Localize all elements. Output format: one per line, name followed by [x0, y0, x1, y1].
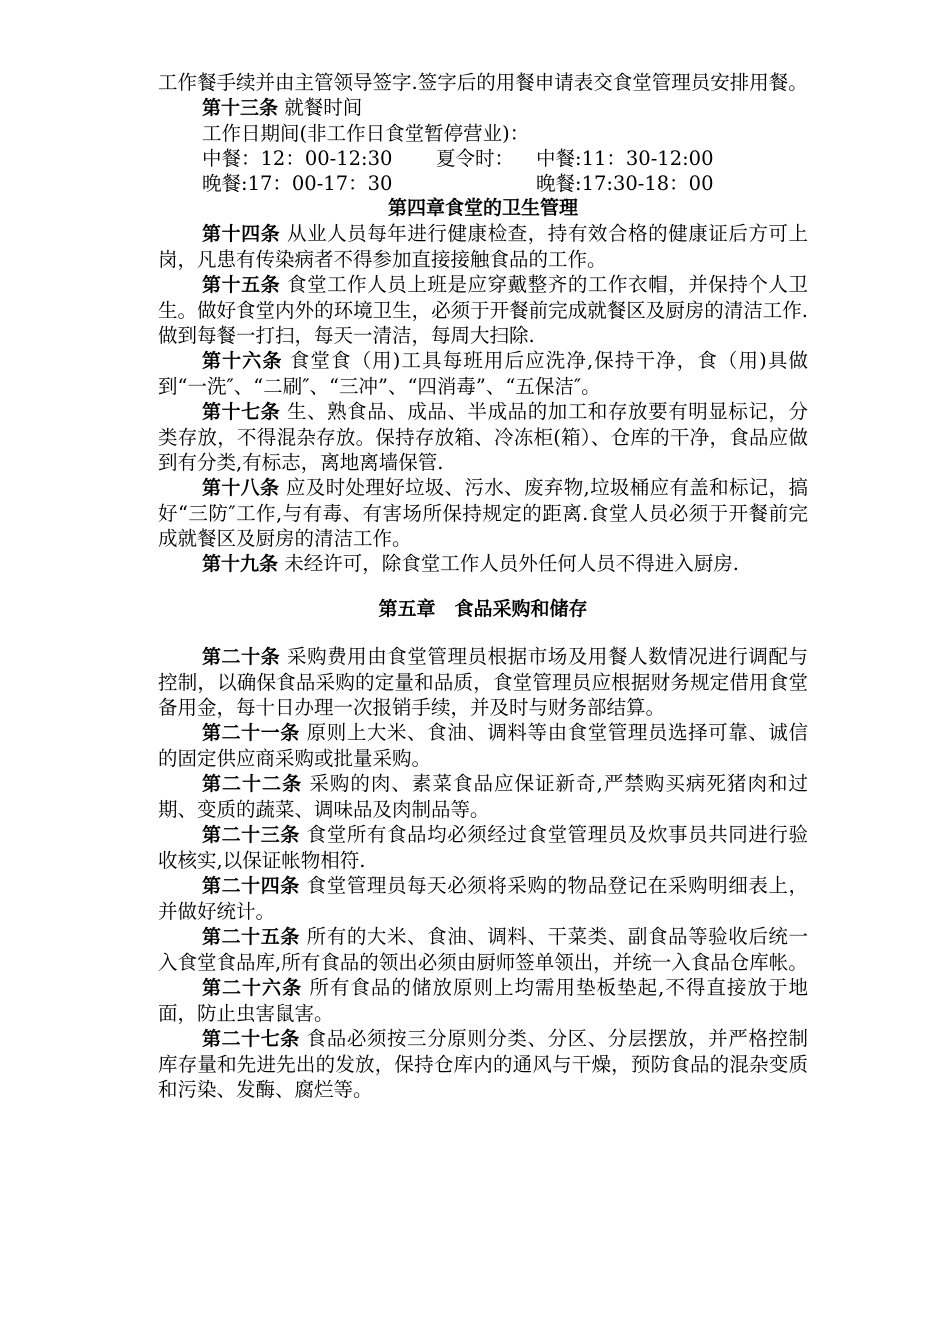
article-label: 第二十一条	[202, 722, 300, 744]
article-14	[158, 221, 808, 272]
article-22	[158, 771, 808, 822]
article-label: 第十六条	[202, 350, 283, 372]
article-text: 食堂管理员每天必须将采购的物品登记在采购明细表上，并做好统计。	[158, 874, 808, 923]
article-21	[158, 720, 808, 771]
article-19	[158, 551, 808, 577]
article-label: 第十七条	[202, 401, 281, 423]
chapter-5-title: 第五章 食品采购和储存	[378, 598, 588, 620]
summer-dinner-time: 晚餐:17:30-18：00	[536, 172, 714, 195]
article-text: 食堂所有食品均必须经过食堂管理员及炊事员共同进行验收核实,以保证帐物相符.	[158, 823, 808, 872]
article-24	[158, 873, 808, 924]
summer-lunch-time: 中餐:11：30-12:00	[536, 147, 714, 170]
article-18	[158, 475, 808, 551]
article-label: 第二十六条	[202, 977, 303, 999]
article-label: 第十九条	[202, 553, 279, 575]
article-label: 第二十条	[202, 646, 281, 668]
article-label: 第二十四条	[202, 875, 300, 897]
summer-time-label: 夏令时：	[436, 147, 515, 170]
article-text: 食堂工作人员上班是应穿戴整齐的工作衣帽，并保持个人卫生。做好食堂内外的环境卫生，必须于开餐前完成就餐区及厨房的清洁工作.做到每餐一打扫，每天一清洁，每周大扫除.	[158, 273, 808, 347]
article-label: 第十三条	[202, 97, 279, 119]
chapter-5-articles	[158, 644, 808, 1102]
lunch-time: 中餐：12：00-12:30	[202, 147, 393, 170]
meal-period: 工作日期间(非工作日食堂暂停营业)：	[202, 122, 530, 145]
article-label: 第二十三条	[202, 824, 300, 846]
article-17	[158, 399, 808, 475]
schedule-row-lunch	[158, 146, 808, 171]
article-16	[158, 348, 808, 399]
article-label: 第十八条	[202, 477, 280, 499]
article-text: 食堂食（用)工具每班用后应洗净,保持干净，食（用)具做到“一洗″、“二刷″、“三冲”、“四消毒”、“五保洁″。	[158, 349, 808, 398]
article-label: 第二十七条	[202, 1028, 300, 1050]
article-text: 应及时处理好垃圾、污水、废弃物,垃圾桶应有盖和标记，搞好“三防″工作,与有毒、有害场所保持规定的距离.食堂人员必须于开餐前完成就餐区及厨房的清洁工作。	[158, 476, 808, 550]
document-page	[158, 70, 808, 1102]
article-text: 原则上大米、食油、调料等由食堂管理员选择可靠、诚信的固定供应商采购或批量采购。	[158, 721, 808, 770]
article-27	[158, 1026, 808, 1102]
article-text: 采购费用由食堂管理员根据市场及用餐人数情况进行调配与控制，以确保食品采购的定量和品质，食堂管理员应根据财务规定借用食堂备用金，每十日办理一次报销手续，并及时与财务部结算。	[158, 645, 808, 719]
intro-paragraph: 工作餐手续并由主管领导签字.签字后的用餐申请表交食堂管理员安排用餐。	[158, 71, 808, 94]
article-text: 采购的肉、素菜食品应保证新奇,严禁购买病死猪肉和过期、变质的蔬菜、调味品及肉制品等。	[158, 772, 808, 821]
schedule-row-dinner	[158, 171, 808, 196]
chapter-4-articles	[158, 221, 808, 577]
article-label: 第二十二条	[202, 773, 303, 795]
chapter-4-title: 第四章食堂的卫生管理	[387, 197, 578, 219]
article-label: 第十五条	[202, 274, 281, 296]
article-13	[158, 95, 808, 121]
article-text: 未经许可，除食堂工作人员外任何人员不得进入厨房.	[278, 552, 739, 575]
article-15	[158, 272, 808, 348]
article-text: 所有食品的储放原则上均需用垫板垫起,不得直接放于地面，防止虫害鼠害。	[158, 976, 808, 1025]
dinner-time: 晚餐:17：00-17：30	[202, 172, 393, 195]
article-25	[158, 924, 808, 975]
article-text: 就餐时间	[278, 96, 363, 119]
article-label: 第十四条	[202, 223, 281, 245]
article-26	[158, 975, 808, 1026]
article-23	[158, 822, 808, 873]
article-text: 从业人员每年进行健康检查，持有效合格的健康证后方可上岗，凡患有传染病者不得参加直接接触食品的工作。	[158, 222, 808, 271]
article-20	[158, 644, 808, 720]
article-label: 第二十五条	[202, 926, 300, 948]
article-text: 所有的大米、食油、调料、干菜类、副食品等验收后统一入食堂食品库,所有食品的领出必须由厨师签单领出，并统一入食品仓库帐。	[158, 925, 808, 974]
article-text: 生、熟食品、成品、半成品的加工和存放要有明显标记，分类存放，不得混杂存放。保持存放箱、冷冻柜(箱）、仓库的干净，食品应做到有分类,有标志，离地离墙保管.	[158, 400, 808, 474]
article-text: 食品必须按三分原则分类、分区、分层摆放，并严格控制库存量和先进先出的发放，保持仓库内的通风与干燥，预防食品的混杂变质和污染、发酶、腐烂等。	[158, 1027, 808, 1101]
